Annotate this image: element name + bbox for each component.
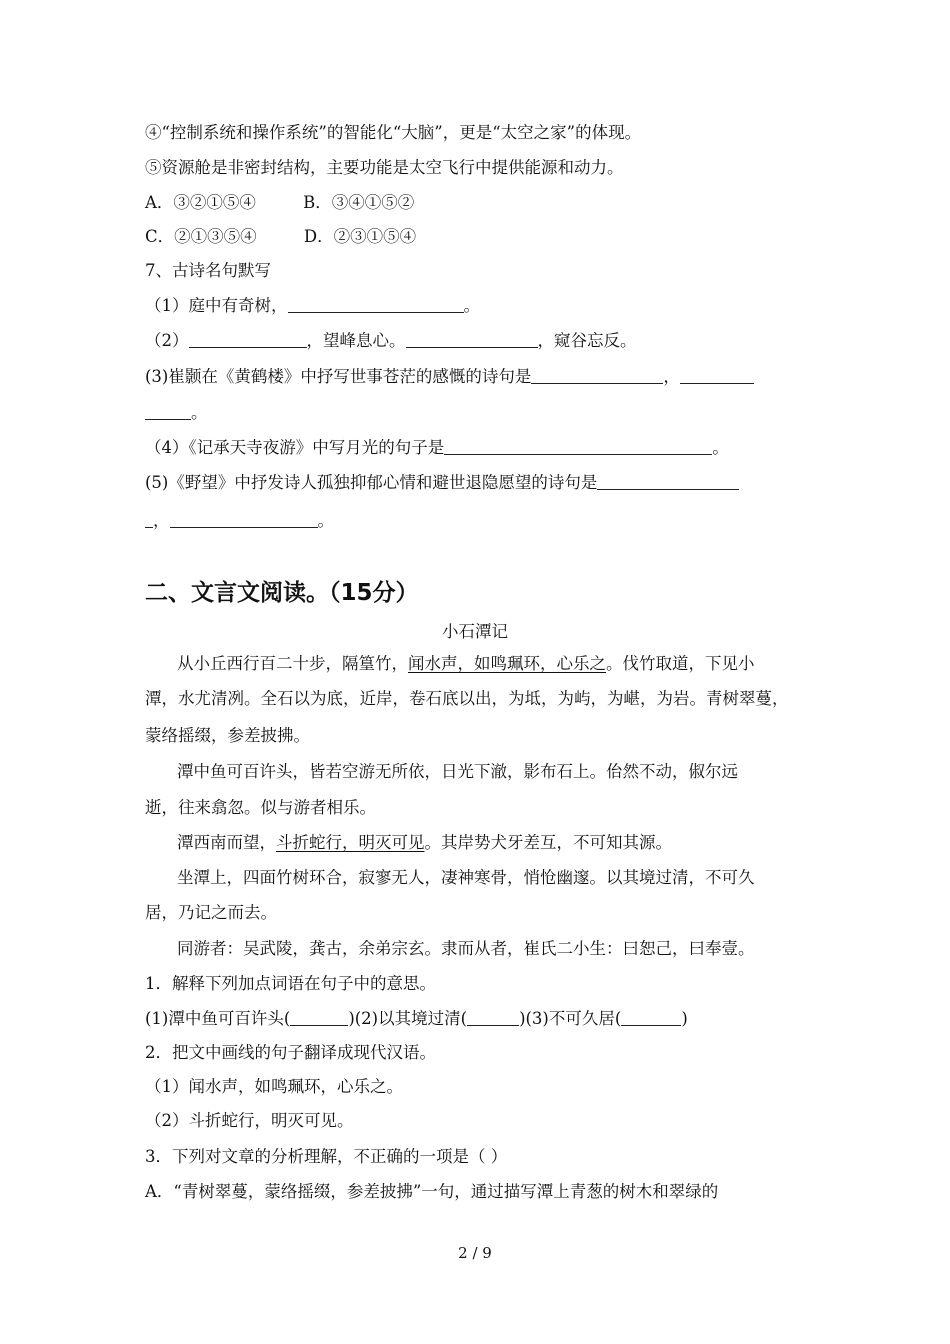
q7-part5-cont: ， 。 xyxy=(145,510,334,532)
option-item-5: ⑤资源舱是非密封结构，主要功能是太空飞行中提供能源和动力。 xyxy=(145,158,624,177)
q7-part1: （1）庭中有奇树， 。 xyxy=(145,296,480,315)
q7-part2: （2） ，望峰息心。 ，窥谷忘反。 xyxy=(145,331,637,350)
question-2-heading: 2．把文中画线的句子翻译成现代汉语。 xyxy=(145,1043,436,1062)
q7-part4: （4）《记承天寺夜游》中写月光的句子是 。 xyxy=(145,438,729,457)
choice-d[interactable]: D．②③①⑤④ xyxy=(303,227,417,246)
answer-blank[interactable] xyxy=(170,511,318,528)
choice-c[interactable]: C．②①③⑤④ xyxy=(145,227,257,246)
answer-blank[interactable] xyxy=(621,1009,681,1026)
q7-part5: (5)《野望》中抒发诗人孤独抑郁心情和避世退隐愿望的诗句是 xyxy=(145,472,739,494)
answer-blank[interactable] xyxy=(597,473,739,490)
answer-blank[interactable] xyxy=(189,331,307,348)
passage-para4-line1: 坐潭上，四面竹树环合，寂寥无人，凄神寒骨，悄怆幽邃。以其境过清，不可久 xyxy=(177,868,755,887)
answer-blank[interactable] xyxy=(290,1009,348,1026)
passage-para2-line2: 逝，往来翕忽。似与游者相乐。 xyxy=(145,798,376,817)
answer-blank[interactable] xyxy=(145,511,153,528)
underlined-sentence-2: 斗折蛇行，明灭可见 xyxy=(276,833,425,852)
section-heading: 二、文言文阅读。（15分） xyxy=(145,580,419,606)
underlined-sentence-1: 闻水声，如鸣珮环，心乐之 xyxy=(408,654,606,673)
answer-blank[interactable] xyxy=(467,1009,519,1026)
answer-blank[interactable] xyxy=(531,367,663,384)
choice-row-cd xyxy=(145,226,416,248)
passage-para4-line2: 居，乃记之而去。 xyxy=(145,903,277,922)
answer-blank[interactable] xyxy=(145,403,191,420)
question-1-items: (1)潭中鱼可百许头( )(2)以其境过清( )(3)不可久居( ) xyxy=(145,1009,688,1028)
answer-blank[interactable] xyxy=(680,367,754,384)
passage-para1-line1: 从小丘西行百二十步，隔篁竹，闻水声，如鸣珮环，心乐之。伐竹取道，下见小 xyxy=(177,654,755,673)
answer-blank[interactable] xyxy=(444,438,712,455)
passage-para2-line1: 潭中鱼可百许头，皆若空游无所依，日光下澈，影布石上。佁然不动，俶尔远 xyxy=(177,762,738,781)
answer-blank[interactable] xyxy=(288,296,464,313)
q7-part3: (3)崔颢在《黄鹤楼》中抒写世事苍茫的感慨的诗句是 ， xyxy=(145,366,754,388)
question-3-option-a[interactable]: A．“青树翠蔓，蒙络摇缀，参差披拂”一句，通过描写潭上青葱的树木和翠绿的 xyxy=(145,1182,719,1201)
passage-para1-line2: 潭，水尤清冽。全石以为底，近岸，卷石底以出，为坻，为屿，为嵁，为岩。青树翠蔓， xyxy=(145,689,789,708)
passage-title: 小石潭记 xyxy=(442,622,508,641)
passage-para3: 潭西南而望，斗折蛇行，明灭可见。其岸势犬牙差互，不可知其源。 xyxy=(177,833,672,852)
choice-b[interactable]: B．③④①⑤② xyxy=(303,193,415,212)
answer-blank[interactable] xyxy=(406,331,538,348)
choice-a[interactable]: A．③②①⑤④ xyxy=(145,193,256,212)
question-3-heading: 3．下列对文章的分析理解，不正确的一项是（ ） xyxy=(145,1147,508,1166)
option-item-4: ④“控制系统和操作系统”的智能化“大脑”，更是“太空之家”的体现。 xyxy=(145,123,642,142)
question-2-sentence-1: （1）闻水声，如鸣珮环，心乐之。 xyxy=(145,1077,403,1096)
page-number: 2 / 9 xyxy=(458,1244,492,1262)
question-1-heading: 1．解释下列加点词语在句子中的意思。 xyxy=(145,974,436,993)
passage-para5: 同游者：吴武陵，龚古，余弟宗玄。隶而从者，崔氏二小生：曰恕己，曰奉壹。 xyxy=(177,939,755,958)
choice-row-ab xyxy=(145,192,414,214)
question-2-sentence-2: （2）斗折蛇行，明灭可见。 xyxy=(145,1111,354,1130)
passage-para1-line3: 蒙络摇缀，参差披拂。 xyxy=(145,726,310,745)
q7-part3-cont: 。 xyxy=(145,402,208,424)
q7-heading: 7、古诗名句默写 xyxy=(145,261,271,280)
